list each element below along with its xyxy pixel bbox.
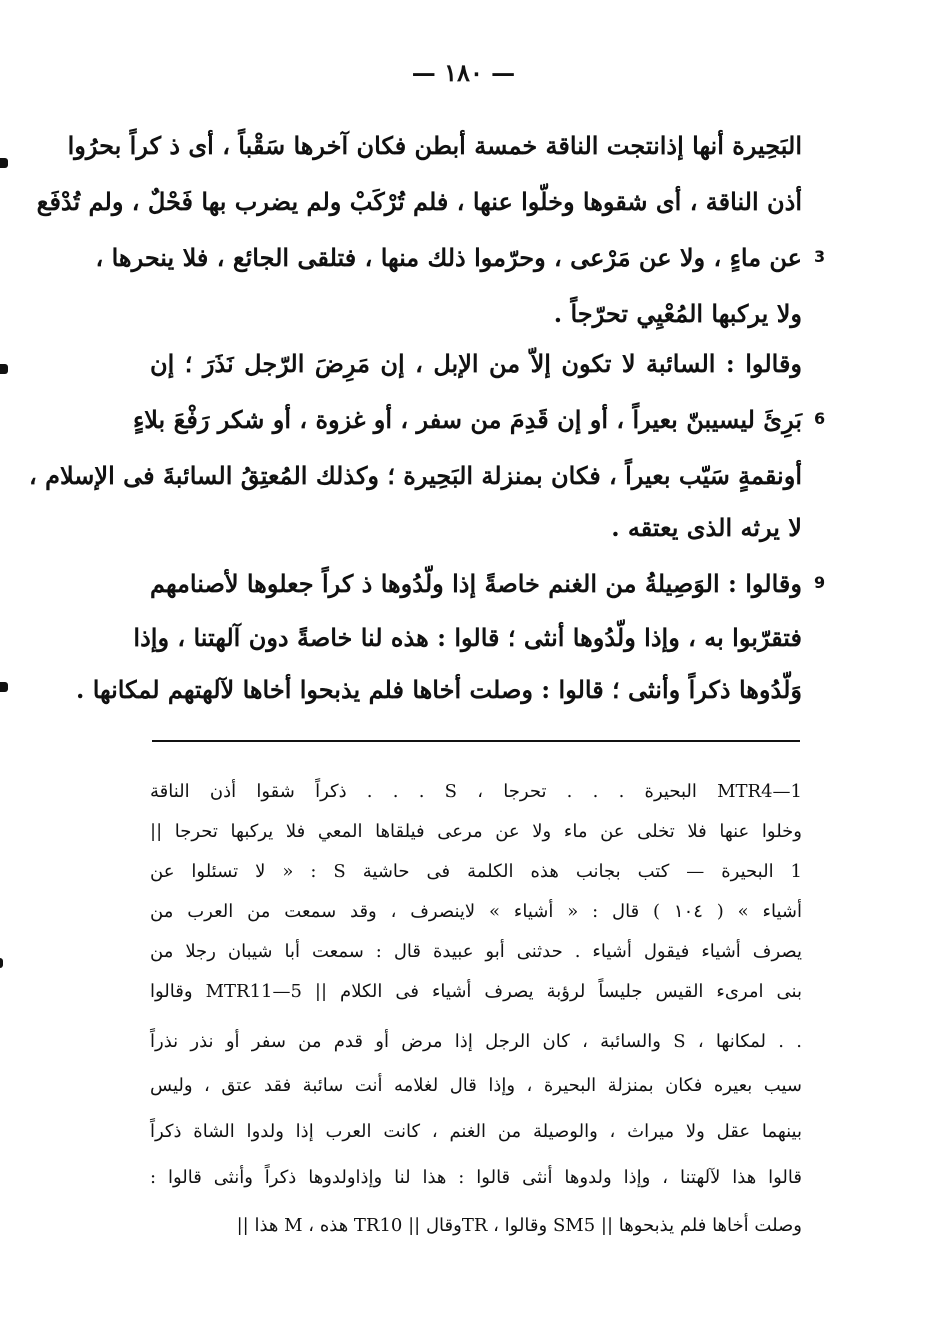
body-line: أذن الناقة ، أى شقوها وخلّوا عنها ، فلم تُرْكَبْ ولم يضرب بها فَحْلٌ ، ولم تُدْفَع — [36, 187, 802, 216]
body-line: لا يرثه الذى يعتقه . — [611, 513, 802, 542]
footnote-line: . . لمكانها ، S والسائبة ، كان الرجل إذا مرض أو قدم من سفر أو نذر نذراً — [150, 1031, 803, 1052]
body-line: بَرِئَ ليسيبنّ بعيراً ، أو إن قَدِمَ من سفر ، أو غزوة ، أو شكر رَفْعَ بلاءٍ — [132, 405, 802, 434]
body-line: عن ماءٍ ، ولا عن مَرْعى ، وحرّموا ذلك منها ، فتلقى الجائع ، فلا ينحرها ، — [95, 243, 802, 272]
footnote-line: وصلت أخاها فلم يذبحوها || SM5 وقالوا ، TRوقال || TR10 هذه ، M هذا || — [236, 1215, 802, 1236]
footnote-line: بنى امرىء القيس جليساً لرؤبة يصرف أشياء فى الكلام || MTR11—5 وقالوا — [150, 981, 802, 1002]
footnote-line: بينهما عقل ولا ميراث ، والوصيلة من الغنم ، كانت العرب إذا ولدوا الشاة ذكراً — [150, 1121, 802, 1142]
scan-edge-mark — [0, 682, 8, 692]
footnote-line: أشياء » ( ١٠٤ ) قال : « أشياء » لاينصرف ، وقد سمعت من العرب من — [150, 901, 802, 922]
scan-edge-mark — [0, 364, 8, 374]
footnote-line: MTR4—1 البحيرة . . . تحرجا ، S . . . ذكراً شقوا أذن الناقة — [150, 781, 802, 802]
line-number: 9 — [814, 573, 826, 592]
body-line: ولا يركبها المُعْيِي تحرّجاً . — [553, 299, 802, 328]
footnote-separator — [152, 740, 800, 742]
scan-edge-mark — [0, 158, 8, 168]
body-line: وقالوا : السائبة لا تكون إلاّ من الإبل ، إن مَرِضَ الرّجل نَذَرَ ؛ إن — [150, 349, 802, 378]
body-line: وقالوا : الوَصِيلةُ من الغنم خاصةً إذا ولّدُوها ذ كراً جعلوها لأصنامهم — [150, 569, 802, 598]
footnote-line: سيب بعيره فكان بمنزلة البحيرة ، وإذا قال لغلامه أنت سائبة فقد عتق ، وليس — [150, 1075, 802, 1096]
footnote-line: وخلوا عنها فلا تخلى عن ماء ولا عن مرعى فيلقاها المعي فلا يركبها تحرجا || — [150, 821, 802, 842]
line-number: 6 — [814, 409, 826, 428]
body-line: البَحِيرة أنها إذانتجت الناقة خمسة أبطن فكان آخرها سَقْباً ، أى ذ كراً بحرُوا — [67, 131, 802, 160]
body-line: وَلّدُوها ذكراً وأنثى ؛ قالوا : وصلت أخاها فلم يذبحوا أخاها لآلهتهم لمكانها . — [76, 675, 802, 704]
scan-edge-mark — [0, 958, 3, 968]
footnote-line: 1 البحيرة — كتب بجانب هذه الكلمة فى حاشية S : « لا تسئلوا عن — [150, 861, 802, 882]
page-number: — ١٨٠ — — [411, 58, 516, 87]
footnote-line: قالوا هذا لآلهتنا ، وإذا ولدوها أنثى قالوا : هذا لنا وإذاولدوها ذكراً وأنثى قالوا : — [150, 1167, 802, 1188]
body-line: فتقرّبوا به ، وإذا ولّدُوها أنثى ؛ قالوا : هذه لنا خاصةً دون آلهتنا ، وإذا — [133, 623, 802, 652]
footnote-line: يصرف أشياء فيقول أشياء . حدثنى أبو عبيدة قال : سمعت أبا شيبان رجلا من — [150, 941, 802, 962]
line-number: 3 — [814, 247, 826, 266]
body-line: أونقمةٍ سَيّب بعيراً ، فكان بمنزلة البَحِيرة ؛ وكذلك المُعتِقُ السائبةَ فى الإسلام ، — [28, 461, 802, 490]
